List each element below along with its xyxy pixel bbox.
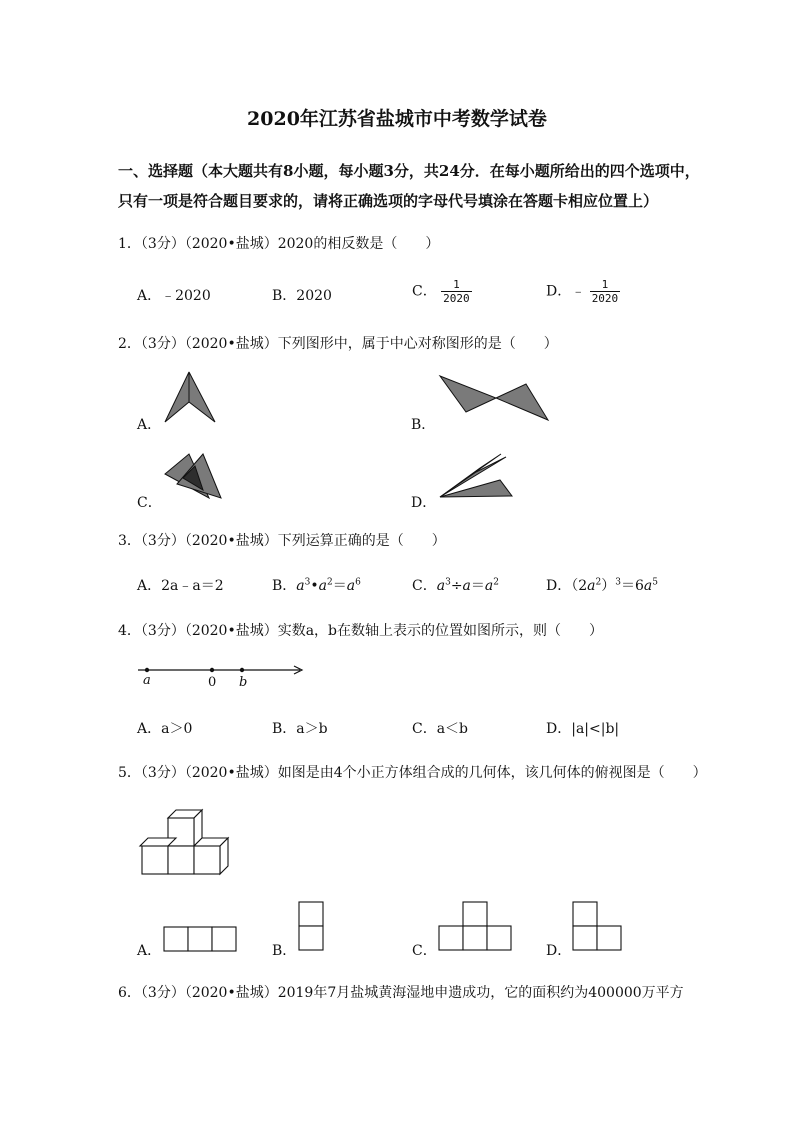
q1-option-d-denominator: 2020 (591, 292, 619, 305)
q1-option-b: B．2020 (272, 288, 332, 304)
q2-option-c-label: C． (137, 495, 162, 511)
q3-d-var2: a (643, 578, 653, 594)
q4-number-line (136, 660, 311, 690)
q5-figure-d (571, 900, 627, 956)
q5-option-d-label: D． (546, 943, 572, 959)
q3-option-c (412, 575, 499, 595)
q4-label-a: a (143, 673, 151, 688)
q2-figure-b (438, 372, 553, 427)
q4-option-a: A．a＞0 (137, 721, 193, 737)
q2-option-d-label: D． (411, 495, 437, 511)
q3-c-exp3: 2 (493, 577, 499, 588)
q1-option-c (412, 278, 472, 305)
page-title: 2020年江苏省盐城市中考数学试卷 (247, 108, 547, 130)
q3-c-var3: a (484, 578, 494, 594)
q1-option-d-label: D．﹣ (546, 283, 586, 300)
q3-b-var1: a (296, 578, 305, 594)
q5-option-a-label: A． (137, 943, 162, 959)
q3-b-var2: a (318, 578, 328, 594)
q1-option-d (546, 278, 620, 305)
q3-d-prefix: D．（2 (546, 578, 588, 594)
q1-option-c-denominator: 2020 (443, 292, 470, 305)
q1-option-c-label: C． (412, 283, 437, 300)
q3-b-eq: ＝ (332, 578, 347, 594)
q3-option-a: A．2a﹣a＝2 (137, 578, 224, 594)
q3-d-var1: a (587, 578, 596, 594)
q2-stem: 2．（3分）（2020•盐城）下列图形中，属于中心对称图形的是（ ） (118, 336, 558, 352)
q5-stem: 5．（3分）（2020•盐城）如图是由4个小正方体组合成的几何体，该几何体的俯视图是（ ） (118, 765, 707, 781)
q5-figure-c (437, 900, 515, 956)
q1-option-c-fraction (441, 278, 472, 305)
q4-option-d: D．|a|<|b| (546, 721, 620, 737)
q3-d-eq: ＝6 (620, 578, 644, 594)
q3-d-exp2: 3 (615, 577, 621, 588)
q3-d-exp1: 2 (595, 577, 602, 588)
q2-option-a-label: A． (137, 417, 162, 433)
q2-figure-a (160, 372, 230, 428)
section-header-line2: 只有一项是符合题目要求的，请将正确选项的字母代号填涂在答题卡相应位置上） (118, 192, 659, 210)
q3-b-dot: • (310, 578, 319, 594)
q1-option-c-numerator: 1 (453, 278, 460, 291)
q3-b-exp3: 6 (355, 577, 361, 588)
q3-option-d (546, 575, 658, 595)
q1-stem: 1．（3分）（2020•盐城）2020的相反数是（ ） (118, 236, 440, 252)
q4-option-b: B．a＞b (272, 721, 328, 737)
q2-option-b-label: B． (411, 417, 436, 433)
q2-figure-c (163, 452, 229, 504)
q3-c-var2: a (462, 578, 471, 594)
q4-label-b: b (239, 675, 248, 690)
q4-label-zero: 0 (208, 675, 217, 690)
q3-c-prefix: C． (412, 578, 437, 594)
q3-d-exp3: 5 (652, 577, 658, 588)
q3-d-close: ） (601, 578, 616, 594)
q2-figure-d (438, 452, 518, 502)
q3-c-div: ÷ (450, 578, 463, 594)
q1-option-d-numerator: 1 (601, 278, 609, 291)
q5-option-b-label: B． (272, 943, 297, 959)
q1-option-d-fraction (590, 278, 621, 305)
q3-b-exp2: 2 (327, 577, 333, 588)
q3-c-eq: ＝ (470, 578, 485, 594)
q5-cube-solid (140, 810, 235, 878)
q1-option-a: A．﹣2020 (137, 288, 211, 304)
section-header-line1: 一、选择题（本大题共有8小题，每小题3分，共24分．在每小题所给出的四个选项中， (118, 162, 700, 180)
q4-option-c: C．a＜b (412, 721, 469, 737)
q4-stem: 4．（3分）（2020•盐城）实数a，b在数轴上表示的位置如图所示，则（ ） (118, 623, 604, 639)
q3-b-exp1: 3 (304, 577, 311, 588)
q3-b-var3: a (346, 578, 356, 594)
q3-option-b (272, 575, 361, 595)
q3-c-var1: a (436, 578, 446, 594)
q3-stem: 3．（3分）（2020•盐城）下列运算正确的是（ ） (118, 533, 446, 549)
q3-c-exp1: 3 (445, 577, 451, 588)
q6-stem: 6．（3分）（2020•盐城）2019年7月盐城黄海湿地申遗成功，它的面积约为400000万平方 (118, 985, 684, 1001)
q5-figure-b (297, 900, 327, 956)
q5-option-c-label: C． (412, 943, 437, 959)
q5-figure-a (162, 925, 240, 955)
q3-b-prefix: B． (272, 578, 297, 594)
